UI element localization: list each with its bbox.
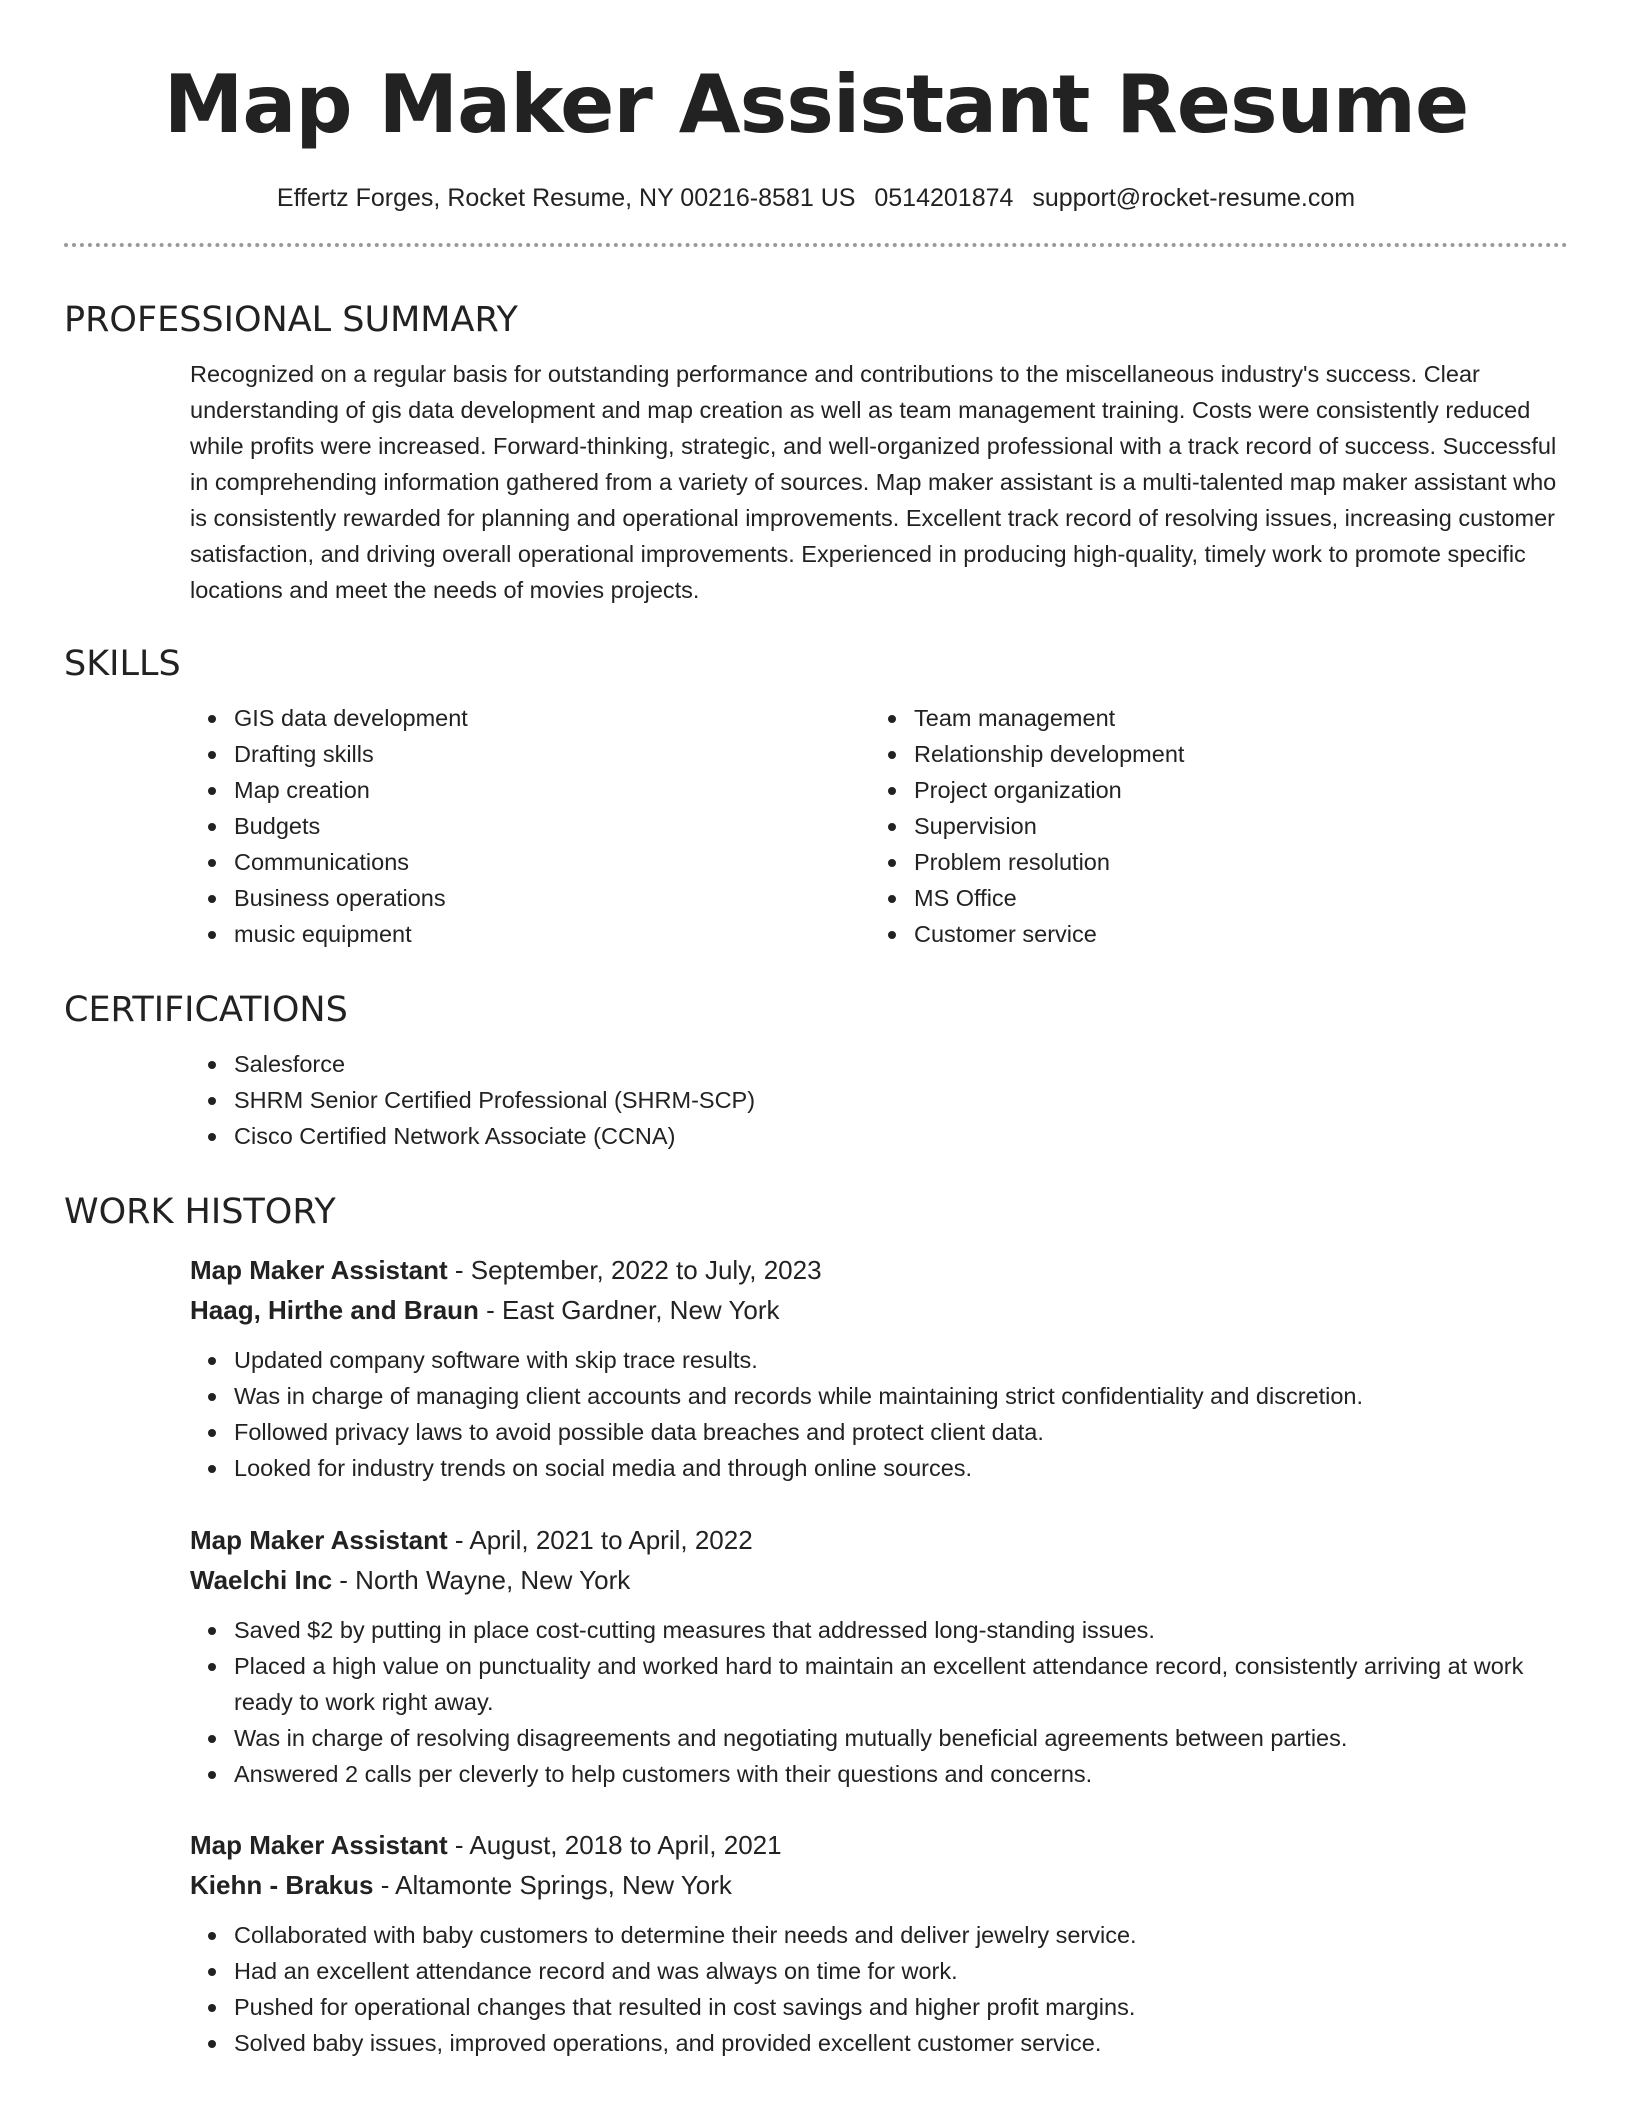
skill-item: Project organization (914, 772, 1550, 808)
contact-line (64, 180, 1568, 216)
skills-column-left (190, 700, 870, 952)
skill-item: MS Office (914, 880, 1550, 916)
contact-phone: 0514201874 (874, 184, 1014, 212)
job-company: Kiehn - Brakus (190, 1870, 374, 1900)
job-bullet: Updated company software with skip trace results. (234, 1342, 1568, 1378)
summary-text: Recognized on a regular basis for outstanding performance and contributions to the miscellaneous industry's success. Clear understanding of gis data development and map creation as well as team management training. Costs were consistently reduced while profits were increased. Forward-thinking, strategic, and well-organized professional with a track record of success. Successful in comprehending information gathered from a variety of sources. Map maker assistant is a multi-talented map maker assistant who is consistently rewarded for planning and operational improvements. Excellent track record of resolving issues, increasing customer satisfaction, and driving overall operational improvements. Experienced in producing high-quality, timely work to promote specific locations and meet the needs of movies projects. (190, 361, 1557, 603)
job-bullet: Followed privacy laws to avoid possible data breaches and protect client data. (234, 1414, 1568, 1450)
skills-grid (190, 700, 1568, 952)
job-location: - Altamonte Springs, New York (373, 1870, 732, 1900)
skills-heading: SKILLS (64, 644, 181, 684)
work-history-section (64, 1188, 1568, 1236)
job-title: Map Maker Assistant (190, 1525, 448, 1555)
certification-item: Salesforce (234, 1046, 755, 1082)
certification-item: SHRM Senior Certified Professional (SHRM-SCP) (234, 1082, 755, 1118)
skill-item: Supervision (914, 808, 1550, 844)
job-title: Map Maker Assistant (190, 1255, 448, 1285)
job-dates: - September, 2022 to July, 2023 (447, 1255, 822, 1285)
job-entry (190, 1825, 1568, 2061)
job-company-line (190, 1865, 1568, 1905)
certification-item: Cisco Certified Network Associate (CCNA) (234, 1118, 755, 1154)
certifications-heading: CERTIFICATIONS (64, 990, 348, 1030)
job-bullet: Answered 2 calls per cleverly to help customers with their questions and concerns. (234, 1756, 1568, 1792)
summary-section (64, 296, 1568, 608)
job-title-line (190, 1825, 1568, 1865)
job-title-line (190, 1520, 1568, 1560)
job-bullet: Saved $2 by putting in place cost-cutting measures that addressed long-standing issues. (234, 1612, 1568, 1648)
summary-heading: PROFESSIONAL SUMMARY (64, 300, 518, 340)
job-bullet: Solved baby issues, improved operations, and provided excellent customer service. (234, 2025, 1568, 2061)
job-company: Waelchi Inc (190, 1565, 333, 1595)
contact-address: Effertz Forges, Rocket Resume, NY 00216-8581 US (276, 184, 856, 212)
certifications-section (64, 986, 1568, 1154)
skill-item: Problem resolution (914, 844, 1550, 880)
job-dates: - April, 2021 to April, 2022 (447, 1525, 753, 1555)
skill-item: Budgets (234, 808, 870, 844)
contact-email: support@rocket-resume.com (1032, 184, 1356, 212)
job-bullet: Looked for industry trends on social media and through online sources. (234, 1450, 1568, 1486)
job-location: - North Wayne, New York (332, 1565, 631, 1595)
job-title: Map Maker Assistant (190, 1830, 448, 1860)
resume-page (64, 0, 1568, 2056)
skill-item: Map creation (234, 772, 870, 808)
resume-title: Map Maker Assistant Resume (163, 58, 1469, 151)
job-bullet: Collaborated with baby customers to determine their needs and deliver jewelry service. (234, 1917, 1568, 1953)
job-bullet: Pushed for operational changes that resulted in cost savings and higher profit margins. (234, 1989, 1568, 2025)
header-divider (64, 243, 1568, 247)
job-company: Haag, Hirthe and Braun (190, 1295, 479, 1325)
job-bullet: Was in charge of resolving disagreements and negotiating mutually beneficial agreements between parties. (234, 1720, 1568, 1756)
work-history-heading: WORK HISTORY (64, 1192, 336, 1232)
job-entry (190, 1250, 1568, 1486)
skill-item: Customer service (914, 916, 1550, 952)
job-location: - East Gardner, New York (478, 1295, 780, 1325)
job-bullet: Placed a high value on punctuality and worked hard to maintain an excellent attendance record, consistently arriving at work ready to work right away. (234, 1648, 1568, 1720)
skill-item: GIS data development (234, 700, 870, 736)
certifications-list (190, 1046, 1568, 1154)
job-bullet: Was in charge of managing client accounts and records while maintaining strict confidentiality and discretion. (234, 1378, 1568, 1414)
skill-item: Communications (234, 844, 870, 880)
job-bullet: Had an excellent attendance record and was always on time for work. (234, 1953, 1568, 1989)
job-title-line (190, 1250, 1568, 1290)
skills-section (64, 640, 1568, 952)
job-company-line (190, 1560, 1568, 1600)
job-dates: - August, 2018 to April, 2021 (447, 1830, 782, 1860)
skill-item: Team management (914, 700, 1550, 736)
skill-item: Business operations (234, 880, 870, 916)
job-entry (190, 1520, 1568, 1792)
skill-item: Drafting skills (234, 736, 870, 772)
job-company-line (190, 1290, 1568, 1330)
skills-column-right (870, 700, 1550, 952)
skill-item: music equipment (234, 916, 870, 952)
skill-item: Relationship development (914, 736, 1550, 772)
